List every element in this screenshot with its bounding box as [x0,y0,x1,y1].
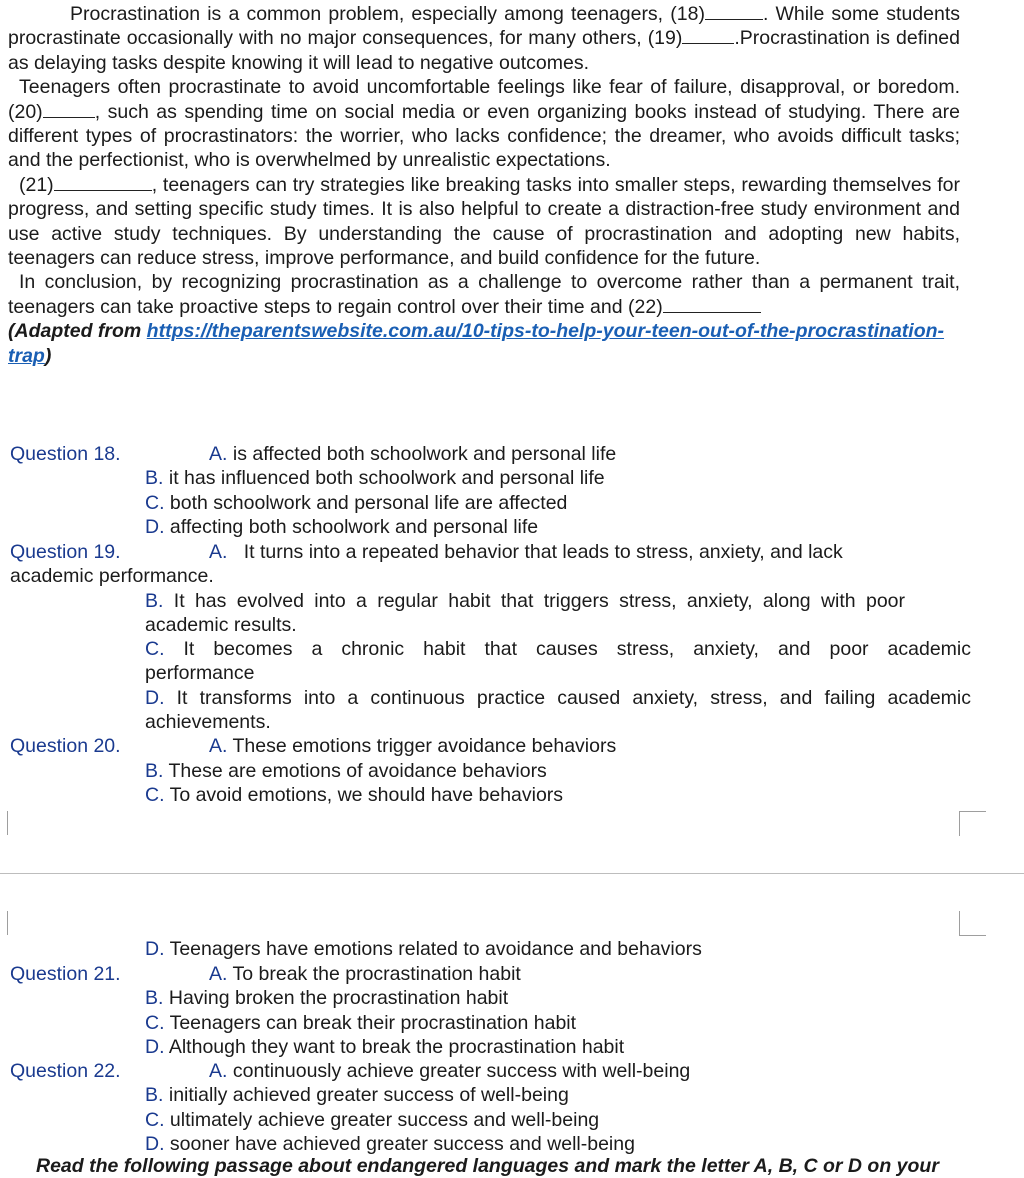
next-section-instruction: Read the following passage about endangered languages and mark the letter A, B, C or D on your [36,1155,939,1177]
question-22 [10,1059,962,1157]
page-corner-mark [959,911,986,936]
page-corner-mark [959,811,986,836]
option-d[interactable]: D. Teenagers have emotions related to avoidance and behaviors [145,938,702,960]
option-a[interactable]: A. is affected both schoolwork and personal life [209,443,617,465]
question-label: Question 18. [10,443,121,465]
option-d[interactable]: D. affecting both schoolwork and personal life [145,516,539,538]
option-a[interactable]: A. These emotions trigger avoidance behaviors [209,735,617,757]
reading-passage [8,2,960,368]
gap-number-18: (18) [670,3,705,25]
passage-paragraph-1: Procrastination is a common problem, especially among teenagers, (18) . While some students procrastinate occasionally with no major consequences, for many others, (19) .Procrastination is defined as delaying tasks despite knowing it will lead to negative outcomes. [8,3,960,74]
page-corner-mark [0,811,8,835]
option-a[interactable]: A. To break the procrastination habit [209,963,521,985]
option-b[interactable]: B. It has evolved into a regular habit that triggers stress, anxiety, along with poor academic results. [145,590,905,637]
question-20-continued [10,937,962,962]
option-a[interactable]: A. It turns into a repeated behavior that leads to stress, anxiety, and lack [209,541,843,563]
question-19 [10,540,971,734]
question-label: Question 20. [10,735,121,757]
option-c[interactable]: C. To avoid emotions, we should have behaviors [145,784,564,806]
passage-paragraph-4: In conclusion, by recognizing procrastination as a challenge to overcome rather than a permanent trait, teenagers can take proactive steps to regain control over their time and (22) [8,271,960,318]
gap-number-21: (21) [19,173,54,196]
option-b[interactable]: B. Having broken the procrastination habit [145,987,509,1009]
gap-blank-22 [663,296,761,313]
option-c[interactable]: C. Teenagers can break their procrastination habit [145,1012,577,1034]
page-divider [0,873,1024,874]
source-link[interactable]: https://theparentswebsite.com.au/10-tips-to-help-your-teen-out-of-the-procrastination-trap [8,320,945,367]
option-b[interactable]: B. it has influenced both schoolwork and personal life [145,467,605,489]
question-21 [10,962,962,1060]
option-d[interactable]: D. Although they want to break the procrastination habit [145,1036,625,1058]
gap-blank-21 [54,174,152,191]
gap-number-22: (22) [628,295,663,318]
source-citation: (Adapted from https://theparentswebsite.com.au/10-tips-to-help-your-teen-out-of-the-procrastination-trap) [8,320,945,367]
passage-paragraph-3: (21) , teenagers can try strategies like breaking tasks into smaller steps, rewarding themselves for progress, and setting specific study times. It is also helpful to create a distraction-free study environment and use active study techniques. By understanding the cause of procrastination and adopting new habits, teenagers can reduce stress, improve performance, and build confidence for the future. [8,173,960,270]
option-a[interactable]: A. continuously achieve greater success with well-being [209,1060,691,1082]
option-d[interactable]: D. sooner have achieved greater success and well-being [145,1133,635,1155]
question-18 [10,442,962,540]
question-label: Question 19. [10,541,121,563]
question-20 [10,734,962,808]
gap-blank-20 [43,101,95,118]
option-a-continuation: academic performance. [10,565,214,587]
option-d[interactable]: D. It transforms into a continuous practice caused anxiety, stress, and failing academic achievements. [145,687,971,734]
option-c[interactable]: C. both schoolwork and personal life are affected [145,492,568,514]
question-label: Question 22. [10,1060,121,1082]
passage-paragraph-2: Teenagers often procrastinate to avoid uncomfortable feelings like fear of failure, disapproval, or boredom. (20) , such as spending time on social media or even organizing books instead of studying. There are different types of procrastinators: the worrier, who lacks confidence; the dreamer, who avoids difficult tasks; and the perfectionist, who is overwhelmed by unrealistic expectations. [8,76,960,172]
gap-blank-19 [682,27,734,44]
gap-number-20: (20) [8,100,43,123]
page-corner-mark [0,911,8,935]
option-b[interactable]: B. These are emotions of avoidance behaviors [145,760,547,782]
gap-blank-18 [705,3,763,20]
option-c[interactable]: C. ultimately achieve greater success and well-being [145,1109,600,1131]
gap-number-19: (19) [647,27,683,50]
question-label: Question 21. [10,963,121,985]
option-c[interactable]: C. It becomes a chronic habit that causes stress, anxiety, and poor academic performance [145,638,971,685]
option-b[interactable]: B. initially achieved greater success of well-being [145,1084,569,1106]
